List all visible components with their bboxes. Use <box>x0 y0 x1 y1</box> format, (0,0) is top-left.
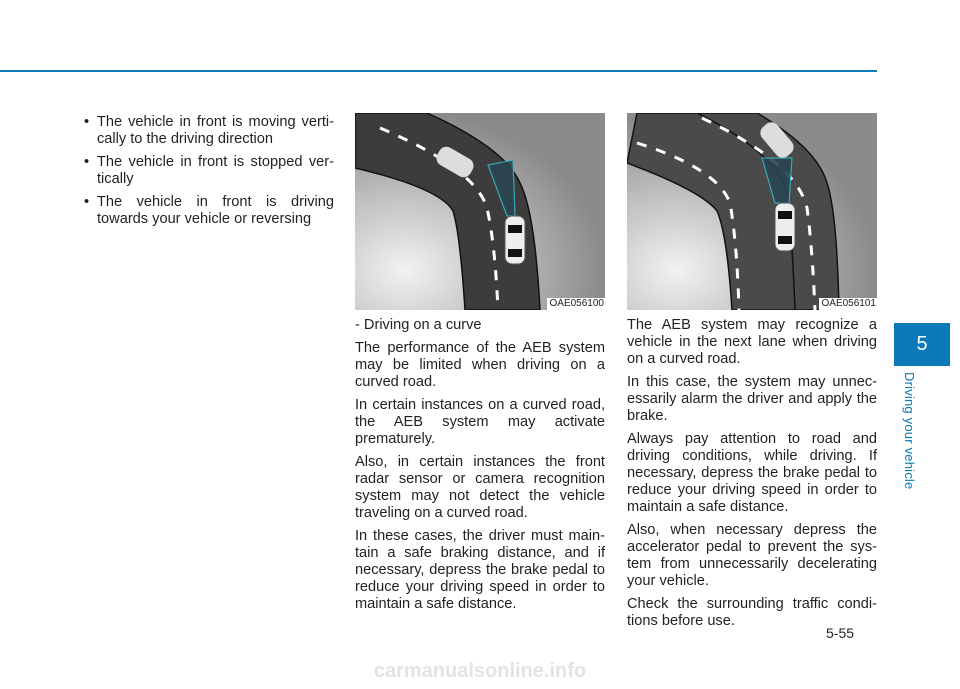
paragraph: Also, in certain instances the front radar sensor or camera recognition system may not detect the vehicle traveling on a curved road. <box>355 454 605 521</box>
conditions-list <box>84 114 334 234</box>
paragraph: Always pay attention to road and driving conditions, while driving. If necessary, depress the brake pedal to reduce your driving speed in order to maintain a safe distance. <box>627 431 877 515</box>
figure-curve-single-lane <box>355 113 605 310</box>
figure-code: OAE056101 <box>819 298 878 310</box>
paragraph: In these cases, the driver must main-tain a safe braking distance, and if necessary, depress the brake pedal to reduce your driving speed in order to maintain a safe distance. <box>355 528 605 612</box>
ego-car-icon <box>775 203 795 251</box>
figure-code: OAE056100 <box>547 298 606 310</box>
list-item: • The vehicle in front is driving towards your vehicle or reversing <box>84 194 334 228</box>
section-heading: - Driving on a curve <box>355 317 482 333</box>
paragraph: Check the surrounding traffic condi-tions before use. <box>627 596 877 629</box>
header-rule <box>0 70 877 72</box>
paragraph: The performance of the AEB system may be limited when driving on a curved road. <box>355 340 605 390</box>
curve-driving-section <box>355 317 605 619</box>
list-item: • The vehicle in front is moving verti-cally to the driving direction <box>84 114 334 148</box>
paragraph: In this case, the system may unnec-essarily alarm the driver and apply the brake. <box>627 374 877 424</box>
chapter-tab: 5 <box>894 323 950 366</box>
paragraph: The AEB system may recognize a vehicle in the next lane when driving on a curved road. <box>627 317 877 367</box>
watermark: carmanualsonline.info <box>373 660 587 682</box>
page-number: 5-55 <box>826 625 855 641</box>
chapter-title: Driving your vehicle <box>902 372 917 490</box>
paragraph: In certain instances on a curved road, the AEB system may activate prematurely. <box>355 397 605 447</box>
adjacent-lane-section <box>627 317 877 636</box>
list-item: • The vehicle in front is stopped ver-tically <box>84 154 334 188</box>
paragraph: Also, when necessary depress the accelerator pedal to prevent the sys-tem from unnecessarily decelerating your vehicle. <box>627 522 877 589</box>
figure-curve-adjacent-lane <box>627 113 877 310</box>
ego-car-icon <box>505 216 525 264</box>
